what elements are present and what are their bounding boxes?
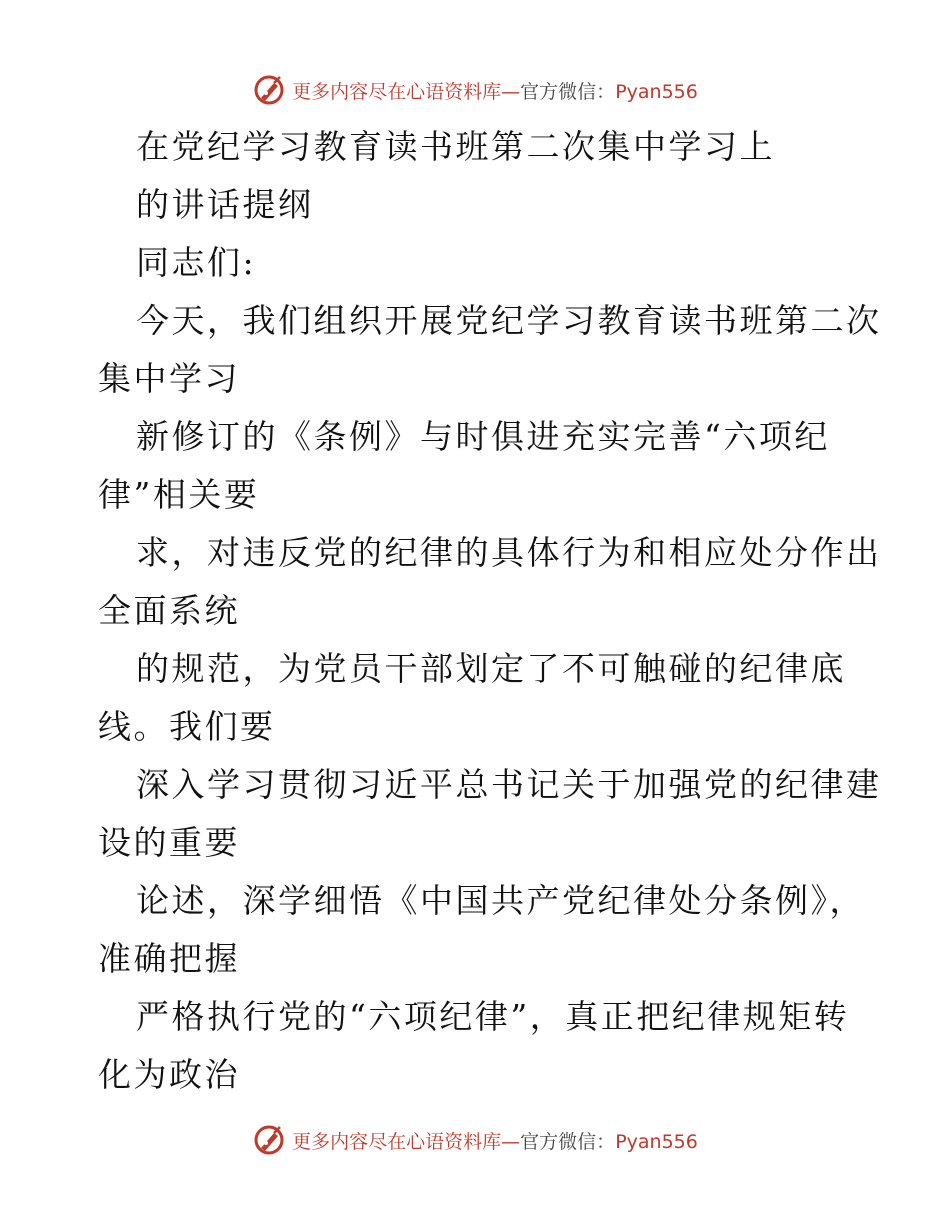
pen-seal-logo-icon: [252, 73, 286, 107]
footer-watermark: [0, 1120, 950, 1160]
watermark-main: 更多内容尽在心语资料库—: [292, 80, 521, 103]
watermark-main: 更多内容尽在心语资料库—: [292, 1130, 521, 1153]
doc-line: 准确把握: [98, 939, 240, 978]
watermark-wx-label: 官方微信：: [520, 1130, 616, 1153]
doc-line: 化为政治: [98, 1055, 240, 1094]
doc-line: 在党纪学习教育读书班第二次集中学习上: [136, 127, 775, 166]
doc-line: 新修订的《条例》与时俱进充实完善“六项纪: [136, 417, 830, 456]
header-watermark: [0, 70, 950, 110]
doc-line: 同志们:: [136, 243, 257, 282]
doc-line: 的规范，为党员干部划定了不可触碰的纪律底: [136, 649, 846, 688]
watermark-wx-label: 官方微信：: [520, 80, 616, 103]
doc-line: 今天，我们组织开展党纪学习教育读书班第二次: [136, 301, 882, 340]
doc-line: 论述，深学细悟《中国共产党纪律处分条例》，: [136, 881, 865, 920]
watermark-handle: Pyan556: [615, 1130, 698, 1153]
document-body: [98, 118, 882, 1104]
doc-line: 线。我们要: [98, 707, 276, 746]
doc-line: 集中学习: [98, 359, 240, 398]
doc-line: 深入学习贯彻习近平总书记关于加强党的纪律建: [136, 765, 882, 804]
watermark-text: [292, 1127, 698, 1154]
doc-line: 全面系统: [98, 591, 240, 630]
watermark-text: [292, 77, 698, 104]
doc-line: 律”相关要: [98, 475, 260, 514]
watermark-handle: Pyan556: [615, 80, 698, 103]
pen-seal-logo-icon: [252, 1123, 286, 1157]
doc-line: 设的重要: [98, 823, 240, 862]
doc-line: 的讲话提纲: [136, 185, 314, 224]
doc-line: 严格执行党的“六项纪律”，真正把纪律规矩转: [136, 997, 850, 1036]
doc-line: 求，对违反党的纪律的具体行为和相应处分作出: [136, 533, 882, 572]
